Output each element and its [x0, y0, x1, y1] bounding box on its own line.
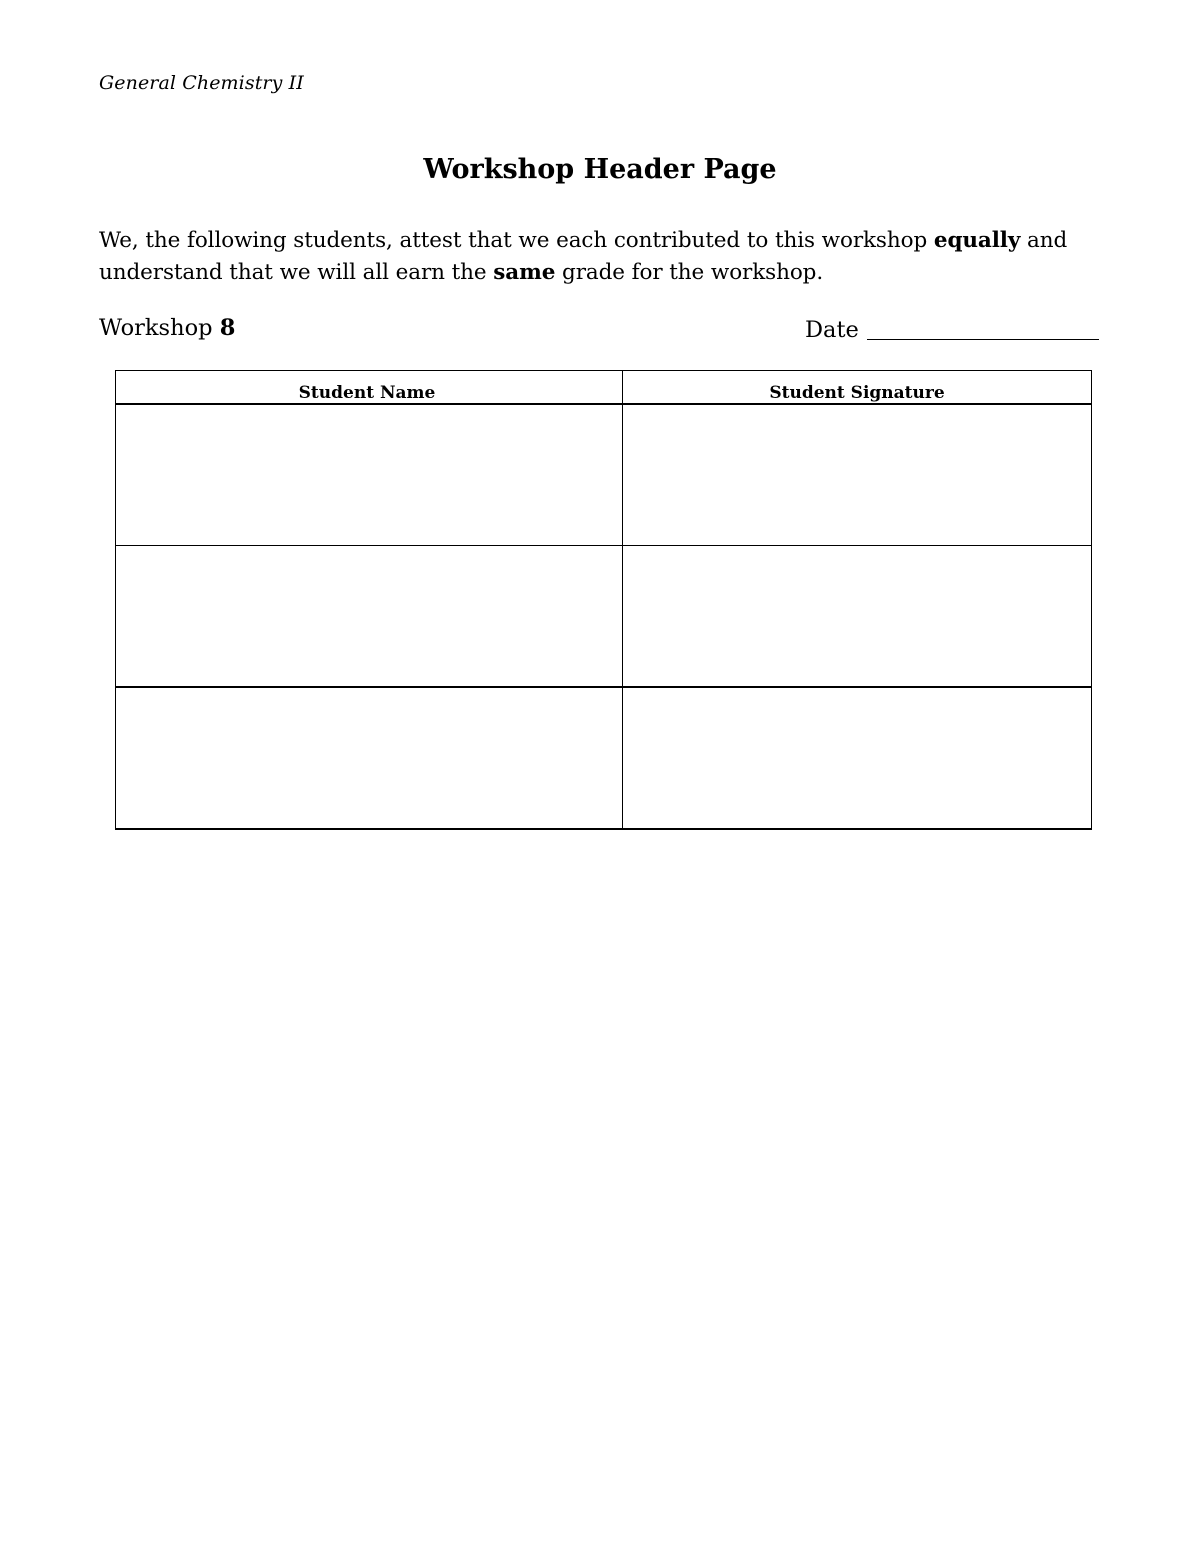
statement-text-3: grade for the workshop.	[555, 260, 824, 285]
student-name-cell[interactable]	[116, 546, 623, 688]
running-header: General Chemistry II	[99, 72, 304, 94]
student-signature-cell[interactable]	[623, 404, 1092, 546]
statement-text-1: We, the following students, attest that we each contributed to this workshop	[99, 228, 934, 253]
student-name-cell[interactable]	[116, 404, 623, 546]
workshop-label: Workshop	[99, 315, 220, 341]
signature-table	[115, 370, 1092, 830]
column-header-student-signature: Student Signature	[623, 371, 1092, 405]
student-signature-cell[interactable]	[623, 546, 1092, 688]
statement-bold-equally: equally	[933, 228, 1021, 253]
statement-bold-same: same	[493, 260, 556, 285]
statement-text-2: and understand that we will all earn the	[99, 228, 1068, 285]
table-row	[116, 404, 1092, 546]
table-row	[116, 546, 1092, 688]
workshop-number-line	[99, 315, 235, 341]
attestation-statement	[99, 225, 1109, 289]
workshop-number: 8	[219, 315, 236, 341]
table-row	[116, 687, 1092, 829]
date-field[interactable]	[867, 315, 1099, 340]
date-line	[805, 315, 1099, 343]
table-header-row	[116, 371, 1092, 405]
page-title: Workshop Header Page	[423, 154, 777, 185]
student-name-cell[interactable]	[116, 687, 623, 829]
student-signature-cell[interactable]	[623, 687, 1092, 829]
column-header-student-name: Student Name	[116, 371, 623, 405]
date-label: Date	[805, 317, 859, 343]
